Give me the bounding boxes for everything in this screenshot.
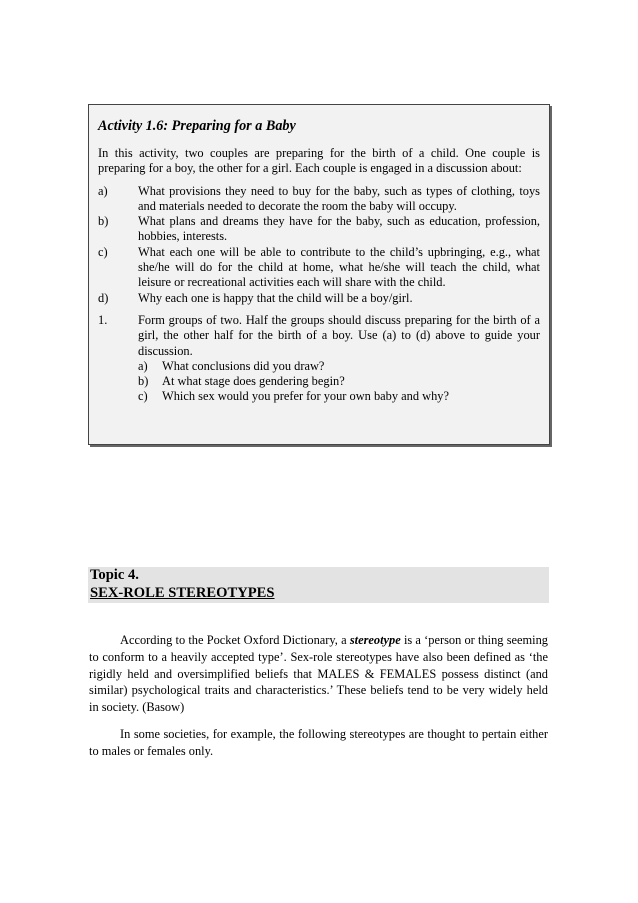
item-text: What provisions they need to buy for the baby, such as types of clothing, toys and materials needed to decorate the room the baby will occupy. — [138, 183, 540, 213]
item-text: Why each one is happy that the child will be a boy/girl. — [138, 290, 413, 305]
body-paragraph: In some societies, for example, the following stereotypes are thought to pertain either to males or females only. — [89, 727, 548, 758]
sub-marker: a) — [138, 358, 148, 373]
stereotype-term: stereotype — [349, 633, 401, 647]
para-text: is a ‘person or thing seeming to conform to a heavily accepted type’. Sex-role stereotypes have also been defined as ‘the rigidly held and oversimplified beliefs that MALES & FEMALES possess distinct (and similar) psychological traits and characteristics.’ These beliefs tend to be very widely held in society. (Basow) — [89, 633, 548, 715]
question-body — [138, 313, 540, 405]
activity-items — [98, 184, 540, 306]
list-item — [98, 214, 540, 245]
list-item — [98, 184, 540, 215]
question-marker: 1. — [98, 312, 108, 327]
sub-question — [138, 359, 540, 374]
item-marker: b) — [98, 214, 109, 229]
activity-box — [88, 104, 550, 445]
sub-marker: c) — [138, 389, 148, 404]
activity-title: Activity 1.6: Preparing for a Baby — [98, 118, 296, 134]
sub-marker: b) — [138, 374, 149, 389]
topic-number: Topic 4. — [90, 567, 139, 583]
sub-text: At what stage does gendering begin? — [162, 374, 345, 389]
sub-question — [138, 374, 540, 389]
activity-intro: In this activity, two couples are preparing for the birth of a child. One couple is preparing for a boy, the other for a girl. Each couple is engaged in a discussion about: — [98, 146, 540, 176]
list-item — [98, 291, 540, 306]
sub-text: What conclusions did you draw? — [162, 358, 325, 373]
item-marker: d) — [98, 290, 109, 305]
item-marker: c) — [98, 244, 108, 259]
para-text: According to the Pocket Oxford Dictionary, a — [120, 633, 350, 647]
topic-header — [88, 567, 549, 603]
list-item — [98, 245, 540, 291]
question-item — [98, 313, 540, 405]
topic-title: SEX-ROLE STEREOTYPES — [90, 584, 275, 601]
item-text: What plans and dreams they have for the baby, such as education, profession, hobbies, interests. — [138, 214, 540, 244]
item-marker: a) — [98, 183, 108, 198]
item-text: What each one will be able to contribute to the child’s upbringing, e.g., what she/he will do for the child at home, what he/she will teach the child, what leisure or recreational activities each will share with the child. — [138, 244, 540, 290]
sub-question — [138, 389, 540, 404]
question-text: Form groups of two. Half the groups should discuss preparing for the birth of a girl, the other half for the birth of a boy. Use (a) to (d) above to guide your discussion. — [138, 312, 540, 358]
body-paragraph — [89, 632, 548, 716]
sub-text: Which sex would you prefer for your own baby and why? — [162, 389, 449, 404]
